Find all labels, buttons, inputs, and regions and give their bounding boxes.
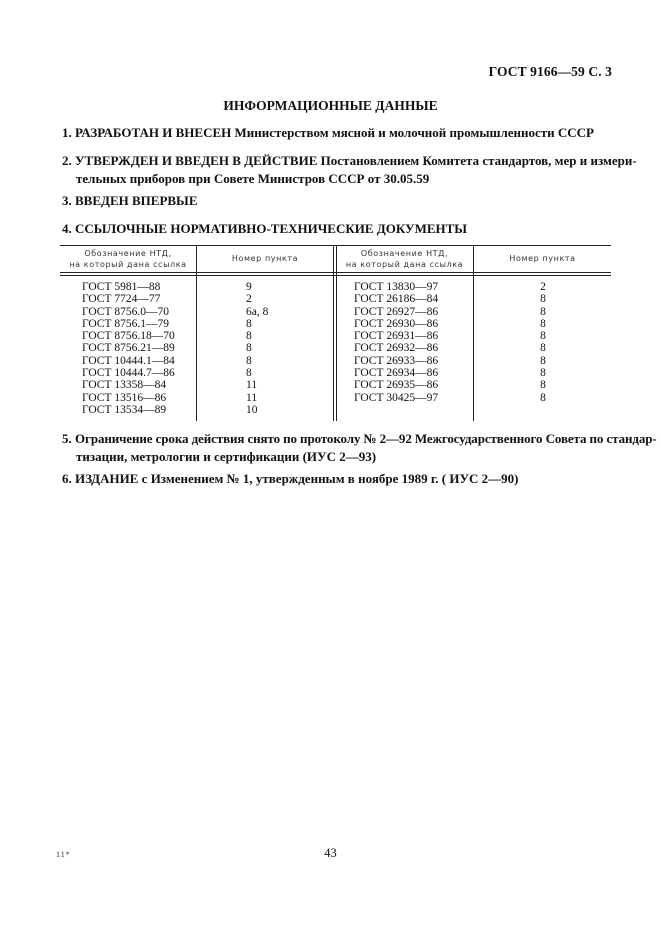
- item-heading: ИЗДАНИЕ: [75, 471, 139, 486]
- info-item-1: [62, 124, 594, 142]
- table-cell: 8: [540, 354, 546, 367]
- table-cell: ГОСТ 13516—86: [82, 391, 167, 404]
- item-text-line1: Постановлением Комитета стандартов, мер и измери-: [320, 153, 637, 168]
- table-cell: 8: [540, 391, 546, 404]
- table-cell: 8: [246, 342, 252, 355]
- table-cell: 8: [246, 367, 252, 380]
- column-divider-double: [333, 245, 337, 421]
- column-divider: [196, 245, 197, 421]
- info-item-6: [62, 470, 519, 488]
- table-cell: ГОСТ 26932—86: [354, 342, 439, 355]
- item-text: Министерством мясной и молочной промышленности СССР: [234, 125, 594, 140]
- item-text-line1: Ограничение срока действия снято по протоколу № 2—92 Межгосударственного Совета по стандар-: [75, 431, 657, 446]
- right-designation-column: [354, 281, 470, 404]
- table-cell: ГОСТ 8756.0—70: [82, 305, 170, 318]
- table-cell: 8: [246, 354, 252, 367]
- table-header-clause-left: Номер пункта: [231, 254, 299, 263]
- table-cell: 10: [246, 403, 258, 416]
- table-cell: ГОСТ 26931—86: [354, 330, 439, 343]
- table-cell: 8: [246, 330, 252, 343]
- item-heading: РАЗРАБОТАН И ВНЕСЕН: [75, 125, 232, 140]
- table-cell: ГОСТ 26933—86: [354, 354, 439, 367]
- table-header-clause-right: Номер пункта: [509, 254, 576, 263]
- table-cell: ГОСТ 26186—84: [354, 293, 439, 306]
- column-divider: [473, 245, 474, 421]
- table-cell: 2: [246, 293, 252, 306]
- table-header-designation-left: Обозначение НТД, на который дана ссылка: [69, 249, 187, 269]
- item-number: 5.: [62, 431, 72, 446]
- page-number: 43: [324, 846, 337, 860]
- left-clause-column: [246, 281, 269, 416]
- item-number: 2.: [62, 153, 72, 168]
- section-title: ИНФОРМАЦИОННЫЕ ДАННЫЕ: [223, 98, 438, 113]
- table-header-designation-right: Обозначение НТД, на который дана ссылка: [345, 249, 464, 269]
- table-cell: 11: [246, 379, 258, 392]
- table-cell: ГОСТ 30425—97: [354, 391, 439, 404]
- table-cell: 8: [540, 342, 546, 355]
- table-cell: 9: [246, 281, 252, 293]
- item-number: 4.: [62, 221, 72, 236]
- table-cell: ГОСТ 26930—86: [354, 317, 439, 330]
- table-cell: ГОСТ 13830—97: [354, 281, 439, 293]
- item-heading: УТВЕРЖДЕН И ВВЕДЕН В ДЕЙСТВИЕ: [75, 153, 318, 168]
- table-cell: 11: [246, 391, 258, 404]
- table-cell: 8: [540, 379, 546, 392]
- table-cell: ГОСТ 8756.1—79: [82, 317, 170, 330]
- table-cell: 8: [540, 367, 546, 380]
- table-cell: 8: [540, 317, 546, 330]
- table-cell: ГОСТ 8756.18—70: [82, 330, 175, 343]
- table-cell: ГОСТ 13358—84: [82, 379, 167, 392]
- item-heading: ССЫЛОЧНЫЕ НОРМАТИВНО-ТЕХНИЧЕСКИЕ ДОКУМЕНТЫ: [75, 221, 468, 236]
- table-cell: 8: [540, 330, 546, 343]
- table-cell: ГОСТ 5981—88: [82, 281, 161, 293]
- info-item-4: [62, 220, 467, 238]
- reference-documents-table: [60, 245, 611, 421]
- info-item-2: [62, 152, 637, 188]
- signature-mark: 11*: [56, 850, 71, 859]
- item-number: 1.: [62, 125, 72, 140]
- table-cell: ГОСТ 8756.21—89: [82, 342, 175, 355]
- table-cell: ГОСТ 13534—89: [82, 403, 167, 416]
- table-cell: 8: [246, 317, 252, 330]
- info-item-5: [62, 430, 657, 466]
- table-cell: ГОСТ 26935—86: [354, 379, 439, 392]
- info-item-3: [62, 192, 198, 210]
- table-cell: ГОСТ 26934—86: [354, 367, 439, 380]
- table-cell: ГОСТ 26927—86: [354, 305, 439, 318]
- item-text: с Изменением № 1, утвержденным в ноябре 1989 г. ( ИУС 2—90): [141, 471, 519, 486]
- table-cell: 2: [540, 281, 546, 293]
- table-cell: ГОСТ 7724—77: [82, 293, 161, 306]
- table-cell: 8: [540, 293, 546, 306]
- document-page-reference: ГОСТ 9166—59 С. 3: [488, 64, 612, 79]
- item-text-line2: тельных приборов при Совете Министров СССР от 30.05.59: [76, 171, 430, 186]
- item-heading: ВВЕДЕН ВПЕРВЫЕ: [75, 193, 198, 208]
- item-text-line2: тизации, метрологии и сертификации (ИУС 2—93): [76, 449, 377, 464]
- right-clause-column: [525, 281, 561, 404]
- item-number: 3.: [62, 193, 72, 208]
- table-cell: 8: [540, 305, 546, 318]
- table-cell: 6а, 8: [246, 305, 269, 318]
- item-number: 6.: [62, 471, 72, 486]
- table-cell: ГОСТ 10444.1—84: [82, 354, 175, 367]
- table-cell: ГОСТ 10444.7—86: [82, 367, 175, 380]
- left-designation-column: [82, 281, 194, 416]
